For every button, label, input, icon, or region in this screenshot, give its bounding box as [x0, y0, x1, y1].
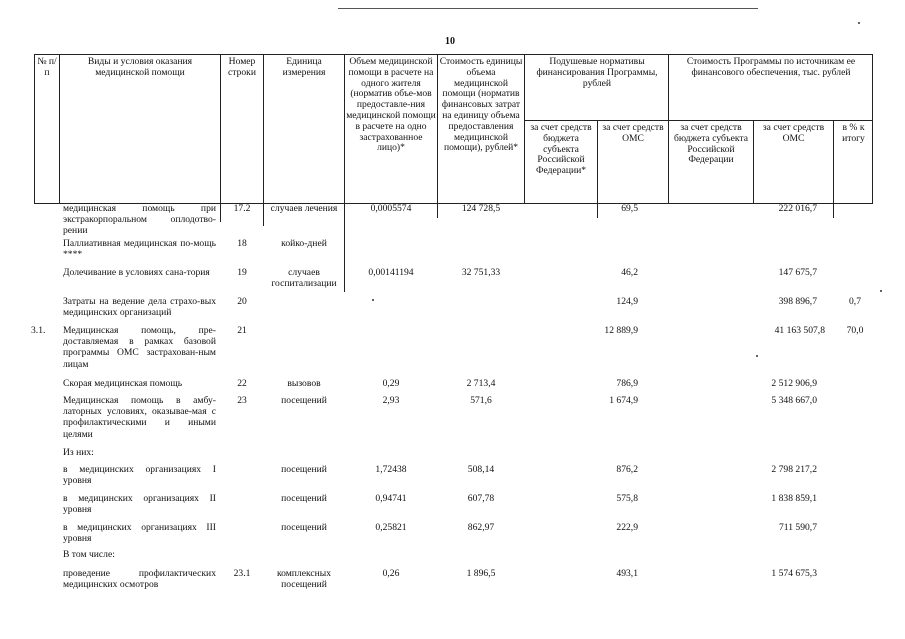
row-unit: койко-дней — [281, 238, 327, 249]
row-unit: случаев госпитализации — [271, 267, 337, 290]
row-cost: 32 751,33 — [461, 267, 501, 278]
header-row-number: Номер строки — [228, 56, 256, 78]
row-item-number: 3.1. — [31, 325, 46, 336]
row-program-oms: 711 590,7 — [778, 522, 817, 533]
row-unit: посещений — [281, 522, 327, 533]
row-type: медицинская помощь при экстракорпоральном оплодотво-рении — [63, 203, 216, 237]
row-volume: 0,29 — [382, 378, 400, 389]
header-cost: Стоимость единицы объема медицинской помощи (норматив финансовых затрат на единицу объема предоставления медицинской помощи), рублей* — [439, 56, 523, 154]
row-program-oms: 1 838 859,1 — [771, 493, 817, 504]
row-cost: 124 728,5 — [461, 203, 501, 214]
header-program-cost: Стоимость Программы по источникам ее финансового обеспечения, тыс. рублей — [686, 56, 856, 78]
column-rule — [833, 204, 834, 218]
row-number: 23 — [237, 395, 247, 406]
row-type: Из них: — [63, 447, 94, 458]
row-per-capita-oms: 69,5 — [621, 203, 638, 214]
row-program-oms: 41 163 507,8 — [774, 325, 825, 336]
header-per-capita: Подушевые нормативы финансирования Программы, рублей — [536, 56, 658, 89]
header-unit: Единица измерения — [282, 56, 326, 78]
row-program-oms: 5 348 667,0 — [771, 395, 817, 406]
header-program-percent: в % к итогу — [842, 122, 865, 144]
row-per-capita-oms: 12 889,9 — [604, 325, 638, 336]
row-unit: вызовов — [287, 378, 321, 389]
header-per-capita-oms: за счет средств ОМС — [602, 122, 664, 144]
row-cost: 1 896,5 — [466, 568, 496, 579]
row-type: Скорая медицинская помощь — [63, 378, 183, 389]
row-cost: 2 713,4 — [466, 378, 496, 389]
row-program-oms: 1 574 675,3 — [771, 568, 817, 579]
row-type: Медицинская помощь в амбу-латорных условиях, оказывае-мая с профилактическими и иными целями — [63, 395, 216, 440]
row-number: 21 — [237, 325, 247, 336]
row-program-oms: 398 896,7 — [778, 296, 817, 307]
row-volume: 2,93 — [382, 395, 400, 406]
scan-speck — [756, 355, 758, 357]
row-cost: 508,14 — [467, 464, 495, 475]
subheader-rule — [524, 120, 873, 121]
row-program-oms: 2 512 906,9 — [771, 378, 817, 389]
row-number: 20 — [237, 296, 247, 307]
column-rule — [437, 54, 438, 204]
column-rule — [263, 204, 264, 226]
row-type: в медицинских организациях II уровня — [63, 493, 216, 516]
scan-speck — [372, 299, 374, 301]
column-rule — [753, 120, 754, 204]
row-program-oms: 222 016,7 — [778, 203, 817, 214]
header-per-capita-budget: за счет средств бюджета субъекта Российской Федерации* — [530, 122, 592, 177]
row-per-capita-oms: 786,9 — [616, 378, 638, 389]
row-program-oms: 2 798 217,2 — [771, 464, 817, 475]
row-per-capita-oms: 876,2 — [616, 464, 638, 475]
column-rule — [263, 54, 264, 204]
row-cost: 571,6 — [470, 395, 492, 406]
column-rule — [668, 54, 669, 204]
row-unit: случаев лечения — [270, 203, 338, 214]
row-volume: 0,25821 — [375, 522, 407, 533]
column-rule — [437, 204, 438, 218]
row-program-oms: 147 675,7 — [778, 267, 817, 278]
row-per-capita-oms: 1 674,9 — [609, 395, 638, 406]
column-rule — [344, 204, 345, 292]
row-per-capita-oms: 575,8 — [616, 493, 638, 504]
header-program-budget: за счет средств бюджета субъекта Российской Федерации — [674, 122, 748, 166]
row-number: 22 — [237, 378, 247, 389]
row-cost: 607,78 — [467, 493, 495, 504]
row-type: В том числе: — [63, 549, 115, 560]
row-unit: посещений — [281, 395, 327, 406]
row-number: 23.1 — [233, 568, 251, 579]
row-volume: 1,72438 — [375, 464, 407, 475]
row-type: Долечивание в условиях сана-тория — [63, 267, 210, 278]
scan-speck — [858, 22, 860, 24]
row-per-capita-oms: 124,9 — [616, 296, 638, 307]
row-cost: 862,97 — [467, 522, 495, 533]
header-type: Виды и условия оказания медицинской помощи — [87, 56, 193, 78]
column-rule — [59, 54, 60, 204]
row-unit: комплексных посещений — [276, 568, 332, 591]
header-program-oms: за счет средств ОМС — [762, 122, 825, 144]
top-rule — [338, 8, 758, 9]
row-volume: 0,00141194 — [368, 267, 414, 278]
column-rule — [344, 54, 345, 204]
header-volume: Объем медицинской помощи в расчете на одного жителя (норматив объе-мов предоставле-ния медицинской помощи в расчете на одно застрахованное лицо)* — [346, 56, 436, 154]
column-rule — [833, 120, 834, 204]
row-number: 18 — [237, 238, 247, 249]
row-volume: 0,94741 — [375, 493, 407, 504]
scan-speck — [880, 290, 882, 292]
row-type: проведение профилактических медицинских осмотров — [63, 568, 216, 591]
row-per-capita-oms: 46,2 — [621, 267, 638, 278]
row-percent: 70,0 — [846, 325, 864, 336]
row-unit: посещений — [281, 464, 327, 475]
row-unit: посещений — [281, 493, 327, 504]
row-per-capita-oms: 222,9 — [616, 522, 638, 533]
row-volume: 0,26 — [382, 568, 400, 579]
page-number: 10 — [445, 36, 455, 47]
header-num: № п/п — [37, 56, 57, 78]
row-type: в медицинских организациях III уровня — [63, 522, 216, 545]
row-number: 17.2 — [233, 203, 251, 214]
row-type: Паллиативная медицинская по-мощь **** — [63, 238, 216, 261]
row-percent: 0,7 — [849, 296, 861, 307]
row-volume: 0,0005574 — [370, 203, 412, 214]
column-rule — [597, 120, 598, 204]
row-type: Медицинская помощь, пре-доставляемая в рамках базовой программы ОМС застрахован-ным лицам — [63, 325, 216, 370]
row-type: в медицинских организациях I уровня — [63, 464, 216, 487]
column-rule — [524, 54, 525, 204]
row-per-capita-oms: 493,1 — [616, 568, 638, 579]
row-number: 19 — [237, 267, 247, 278]
row-type: Затраты на ведение дела страхо-вых медицинских организаций — [63, 296, 216, 319]
